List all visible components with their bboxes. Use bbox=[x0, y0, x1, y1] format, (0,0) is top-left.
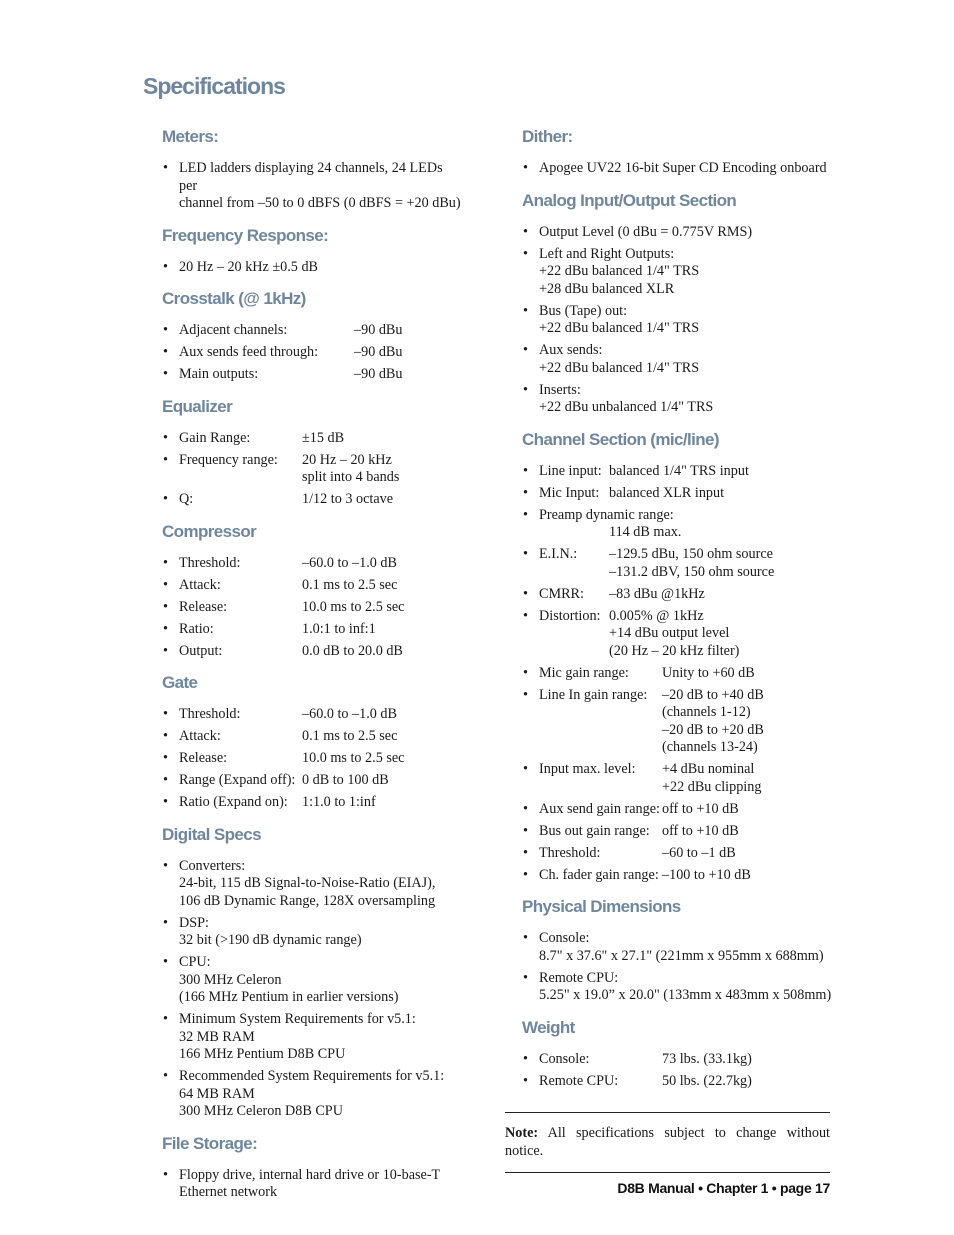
section-heading: Dither: bbox=[522, 127, 573, 146]
spec-label: • Release: bbox=[179, 750, 228, 766]
spec-row bbox=[179, 599, 462, 617]
spec-row bbox=[539, 687, 832, 757]
spec-values bbox=[662, 801, 832, 819]
spec-text: +22 dBu balanced 1/4" TRS bbox=[539, 263, 700, 279]
spec-row bbox=[539, 665, 832, 683]
left-column bbox=[162, 126, 462, 1214]
spec-list bbox=[522, 160, 832, 178]
spec-label: • Threshold: bbox=[539, 844, 601, 861]
spec-section-dither bbox=[522, 126, 832, 178]
spec-value: +4 dBu nominal bbox=[662, 761, 755, 777]
spec-value: (20 Hz – 20 kHz filter) bbox=[609, 642, 740, 659]
spec-label: • Ratio: bbox=[179, 620, 214, 637]
spec-value: Unity to +60 dB bbox=[662, 664, 755, 681]
spec-item bbox=[162, 599, 462, 617]
spec-values bbox=[302, 706, 462, 724]
spec-label: • Distortion: bbox=[539, 607, 601, 624]
spec-value: balanced XLR input bbox=[609, 484, 725, 501]
spec-item bbox=[522, 382, 832, 417]
spec-list bbox=[162, 706, 462, 812]
spec-row bbox=[179, 794, 462, 812]
spec-text: • Output Level (0 dBu = 0.775V RMS) bbox=[539, 223, 753, 240]
spec-values bbox=[302, 643, 462, 661]
spec-value: –20 dB to +20 dB bbox=[662, 721, 764, 738]
spec-text: • Minimum System Requirements for v5.1: bbox=[179, 1011, 416, 1027]
spec-item bbox=[162, 915, 462, 950]
spec-item bbox=[162, 750, 462, 768]
spec-item bbox=[162, 366, 462, 384]
spec-value: 0.005% @ 1kHz bbox=[609, 607, 704, 624]
spec-item bbox=[162, 772, 462, 790]
spec-item bbox=[162, 1011, 462, 1064]
spec-item bbox=[522, 485, 832, 503]
spec-label: • Adjacent channels: bbox=[179, 322, 288, 338]
spec-text: +28 dBu balanced XLR bbox=[539, 280, 675, 297]
spec-value: –90 dBu bbox=[354, 344, 403, 360]
spec-list bbox=[162, 259, 462, 277]
spec-list bbox=[162, 430, 462, 509]
spec-value: 20 Hz – 20 kHz bbox=[302, 451, 392, 468]
spec-section-digital-specs bbox=[162, 824, 462, 1121]
spec-label: • Line In gain range: bbox=[539, 686, 648, 703]
section-heading: Compressor bbox=[162, 521, 257, 541]
spec-values bbox=[302, 621, 462, 639]
spec-value: split into 4 bands bbox=[302, 469, 400, 485]
spec-text: • Preamp dynamic range: bbox=[539, 506, 674, 523]
spec-label: • E.I.N.: bbox=[539, 546, 578, 562]
section-heading: Frequency Response: bbox=[162, 225, 329, 245]
spec-values bbox=[302, 772, 462, 790]
section-heading: Crosstalk (@ 1kHz) bbox=[162, 289, 306, 308]
spec-values bbox=[662, 1051, 832, 1069]
spec-value: balanced 1/4" TRS input bbox=[609, 462, 749, 479]
spec-row bbox=[179, 577, 462, 595]
spec-item bbox=[162, 259, 462, 277]
spec-values bbox=[302, 794, 462, 812]
right-column bbox=[522, 126, 832, 1102]
spec-row bbox=[539, 1051, 832, 1069]
spec-values bbox=[609, 485, 832, 503]
spec-text: • 20 Hz – 20 kHz ±0.5 dB bbox=[179, 258, 319, 275]
spec-values bbox=[302, 452, 462, 487]
spec-row bbox=[539, 867, 832, 885]
spec-label: • Range (Expand off): bbox=[179, 772, 296, 788]
spec-text: 24-bit, 115 dB Signal-to-Noise-Ratio (EIAJ), bbox=[179, 875, 436, 891]
spec-item bbox=[162, 621, 462, 639]
spec-label: • Threshold: bbox=[179, 554, 241, 571]
spec-section-file-storage bbox=[162, 1133, 462, 1202]
spec-item bbox=[162, 728, 462, 746]
spec-values bbox=[302, 430, 462, 448]
spec-item bbox=[522, 665, 832, 683]
spec-label: • Ratio (Expand on): bbox=[179, 794, 288, 810]
spec-text: • Floppy drive, internal hard drive or 10-base-T bbox=[179, 1166, 441, 1183]
spec-item bbox=[162, 555, 462, 573]
spec-item bbox=[522, 801, 832, 819]
spec-item bbox=[162, 452, 462, 487]
spec-value: ±15 dB bbox=[302, 429, 345, 446]
spec-label: • Attack: bbox=[179, 576, 221, 593]
spec-item bbox=[522, 608, 832, 661]
spec-item bbox=[522, 1073, 832, 1091]
spec-item bbox=[522, 586, 832, 604]
spec-text: 300 MHz Celeron bbox=[179, 971, 282, 988]
spec-label: • Attack: bbox=[179, 728, 221, 744]
spec-list bbox=[162, 1167, 462, 1202]
spec-item bbox=[522, 867, 832, 885]
spec-row bbox=[179, 555, 462, 573]
spec-section-gate bbox=[162, 672, 462, 812]
spec-text: +22 dBu balanced 1/4" TRS bbox=[539, 320, 700, 336]
spec-values bbox=[662, 665, 832, 683]
spec-value: –60.0 to –1.0 dB bbox=[302, 706, 397, 722]
spec-item bbox=[522, 224, 832, 242]
spec-label: • Frequency range: bbox=[179, 451, 278, 468]
spec-list bbox=[162, 555, 462, 661]
spec-text: • LED ladders displaying 24 channels, 24 LEDs per bbox=[179, 160, 443, 194]
spec-values bbox=[609, 608, 832, 661]
spec-text: • Aux sends: bbox=[539, 342, 603, 358]
spec-value: 50 lbs. (22.7kg) bbox=[662, 1072, 752, 1089]
spec-row bbox=[179, 491, 462, 509]
spec-section-meters bbox=[162, 126, 462, 213]
spec-values bbox=[609, 586, 832, 604]
spec-label: • Threshold: bbox=[179, 706, 241, 722]
spec-label: • Mic gain range: bbox=[539, 664, 629, 681]
spec-item bbox=[162, 491, 462, 509]
note-text: All specifications subject to change without notice. bbox=[505, 1125, 830, 1159]
spec-values bbox=[609, 463, 832, 481]
spec-values bbox=[302, 577, 462, 595]
note-label: Note: bbox=[505, 1125, 539, 1141]
spec-value: (channels 1-12) bbox=[662, 704, 751, 720]
spec-item bbox=[162, 577, 462, 595]
spec-text: • Inserts: bbox=[539, 381, 581, 398]
spec-value: +22 dBu clipping bbox=[662, 778, 762, 795]
spec-row bbox=[179, 452, 462, 487]
spec-values bbox=[302, 728, 462, 746]
page-title: Specifications bbox=[143, 73, 285, 99]
section-heading: Digital Specs bbox=[162, 824, 261, 844]
spec-text: • Recommended System Requirements for v5.1: bbox=[179, 1068, 445, 1084]
spec-item bbox=[522, 546, 832, 581]
spec-label: • Main outputs: bbox=[179, 366, 259, 382]
spec-value: 10.0 ms to 2.5 sec bbox=[302, 598, 405, 615]
spec-label: • Aux send gain range: bbox=[539, 800, 660, 817]
spec-item bbox=[522, 761, 832, 796]
spec-row bbox=[539, 845, 832, 863]
spec-text: 5.25" x 19.0” x 20.0" (133mm x 483mm x 508mm) bbox=[539, 987, 832, 1003]
spec-label: • Gain Range: bbox=[179, 429, 251, 446]
spec-item bbox=[522, 507, 832, 542]
spec-value: 0.1 ms to 2.5 sec bbox=[302, 728, 398, 744]
spec-item bbox=[522, 342, 832, 377]
spec-value: –60.0 to –1.0 dB bbox=[302, 554, 397, 571]
spec-item bbox=[162, 954, 462, 1007]
spec-item bbox=[162, 1167, 462, 1202]
spec-row bbox=[179, 322, 462, 340]
spec-item bbox=[522, 463, 832, 481]
spec-values bbox=[662, 1073, 832, 1091]
spec-label: • CMRR: bbox=[539, 585, 584, 602]
spec-value: 73 lbs. (33.1kg) bbox=[662, 1050, 752, 1067]
spec-value: 1:1.0 to 1:inf bbox=[302, 794, 376, 810]
spec-value: –60 to –1 dB bbox=[662, 844, 736, 861]
spec-item bbox=[522, 930, 832, 965]
spec-values bbox=[662, 845, 832, 863]
section-heading: Analog Input/Output Section bbox=[522, 190, 737, 210]
spec-values bbox=[662, 761, 832, 796]
spec-list bbox=[162, 322, 462, 384]
spec-value: –90 dBu bbox=[354, 366, 403, 382]
spec-label: • Console: bbox=[539, 1050, 590, 1067]
spec-item bbox=[522, 687, 832, 757]
spec-text: 300 MHz Celeron D8B CPU bbox=[179, 1103, 343, 1119]
spec-text: • DSP: bbox=[179, 914, 209, 931]
spec-values bbox=[662, 823, 832, 841]
spec-text: • Left and Right Outputs: bbox=[539, 245, 675, 262]
spec-label: • Q: bbox=[179, 491, 194, 507]
spec-value: off to +10 dB bbox=[662, 800, 739, 817]
spec-row bbox=[179, 430, 462, 448]
spec-values bbox=[609, 546, 832, 581]
spec-text: (166 MHz Pentium in earlier versions) bbox=[179, 989, 399, 1005]
spec-label: • Release: bbox=[179, 598, 228, 615]
spec-text: • Remote CPU: bbox=[539, 969, 619, 986]
spec-label: • Aux sends feed through: bbox=[179, 344, 319, 360]
spec-values bbox=[354, 366, 462, 384]
spec-label: • Ch. fader gain range: bbox=[539, 866, 659, 883]
spec-list bbox=[522, 224, 832, 417]
spec-item bbox=[162, 160, 462, 213]
spec-row bbox=[539, 463, 832, 481]
spec-text: 8.7" x 37.6" x 27.1" (221mm x 955mm x 688mm) bbox=[539, 947, 824, 964]
spec-row bbox=[179, 706, 462, 724]
spec-value: –83 dBu @1kHz bbox=[609, 585, 705, 602]
spec-text: 64 MB RAM bbox=[179, 1085, 255, 1102]
spec-value: 0.0 dB to 20.0 dB bbox=[302, 642, 403, 659]
spec-item bbox=[522, 970, 832, 1005]
spec-item bbox=[522, 246, 832, 299]
spec-label: • Input max. level: bbox=[539, 761, 636, 777]
spec-value: –90 dBu bbox=[354, 322, 403, 338]
spec-row bbox=[539, 761, 832, 796]
spec-item bbox=[162, 344, 462, 362]
spec-values bbox=[354, 322, 462, 340]
spec-list bbox=[522, 930, 832, 1005]
spec-row bbox=[179, 366, 462, 384]
spec-text: +22 dBu unbalanced 1/4" TRS bbox=[539, 399, 714, 415]
spec-list bbox=[162, 858, 462, 1121]
spec-text: • Bus (Tape) out: bbox=[539, 302, 628, 319]
section-heading: Meters: bbox=[162, 127, 219, 146]
spec-label: • Line input: bbox=[539, 462, 602, 479]
spec-row bbox=[179, 643, 462, 661]
spec-row bbox=[179, 344, 462, 362]
section-heading: File Storage: bbox=[162, 1133, 258, 1153]
spec-row bbox=[179, 750, 462, 768]
spec-section-frequency-response bbox=[162, 225, 462, 277]
spec-item bbox=[522, 160, 832, 178]
spec-text: • Console: bbox=[539, 930, 590, 946]
spec-item bbox=[162, 858, 462, 911]
spec-values bbox=[302, 750, 462, 768]
spec-row bbox=[539, 1073, 832, 1091]
spec-row bbox=[539, 485, 832, 503]
spec-text: 32 bit (>190 dB dynamic range) bbox=[179, 932, 362, 948]
spec-value: +14 dBu output level bbox=[609, 625, 730, 641]
spec-text-indented: 114 dB max. bbox=[609, 524, 682, 540]
spec-text: Ethernet network bbox=[179, 1184, 278, 1200]
spec-value: off to +10 dB bbox=[662, 822, 739, 839]
spec-item bbox=[162, 643, 462, 661]
spec-value: 10.0 ms to 2.5 sec bbox=[302, 750, 405, 766]
spec-section-physical-dimensions bbox=[522, 896, 832, 1005]
spec-section-weight bbox=[522, 1017, 832, 1091]
section-heading: Physical Dimensions bbox=[522, 897, 681, 916]
spec-item bbox=[522, 845, 832, 863]
spec-section-analog-input-output-section bbox=[522, 190, 832, 417]
page-footer: D8B Manual • Chapter 1 • page 17 bbox=[617, 1180, 830, 1196]
spec-text: 32 MB RAM bbox=[179, 1028, 255, 1045]
spec-label: • Mic Input: bbox=[539, 484, 600, 501]
note-box bbox=[505, 1112, 830, 1173]
spec-label: • Output: bbox=[179, 642, 223, 659]
spec-row bbox=[179, 621, 462, 639]
spec-values bbox=[662, 687, 832, 757]
spec-text: • CPU: bbox=[179, 954, 211, 970]
spec-text: 106 dB Dynamic Range, 128X oversampling bbox=[179, 892, 436, 909]
spec-value: –131.2 dBV, 150 ohm source bbox=[609, 563, 775, 580]
section-heading: Equalizer bbox=[162, 396, 233, 416]
spec-label: • Remote CPU: bbox=[539, 1072, 619, 1089]
spec-item bbox=[162, 430, 462, 448]
spec-text: +22 dBu balanced 1/4" TRS bbox=[539, 359, 700, 376]
spec-text: • Apogee UV22 16-bit Super CD Encoding onboard bbox=[539, 160, 827, 176]
spec-values bbox=[302, 555, 462, 573]
spec-list bbox=[162, 160, 462, 213]
spec-row bbox=[179, 728, 462, 746]
spec-item bbox=[162, 794, 462, 812]
spec-value: 1/12 to 3 octave bbox=[302, 491, 394, 507]
spec-list bbox=[522, 463, 832, 885]
spec-row bbox=[539, 801, 832, 819]
spec-item bbox=[162, 1068, 462, 1121]
spec-value: 0.1 ms to 2.5 sec bbox=[302, 576, 398, 593]
spec-value: (channels 13-24) bbox=[662, 739, 758, 755]
spec-item bbox=[522, 1051, 832, 1069]
spec-values bbox=[662, 867, 832, 885]
section-heading: Channel Section (mic/line) bbox=[522, 429, 719, 449]
spec-value: 1.0:1 to inf:1 bbox=[302, 620, 376, 637]
spec-values bbox=[302, 599, 462, 617]
spec-section-crosstalk-1khz bbox=[162, 288, 462, 384]
spec-row bbox=[539, 546, 832, 581]
spec-item bbox=[522, 823, 832, 841]
spec-list bbox=[522, 1051, 832, 1091]
spec-section-equalizer bbox=[162, 396, 462, 509]
spec-value: –100 to +10 dB bbox=[662, 866, 751, 883]
spec-text: • Converters: bbox=[179, 857, 246, 874]
spec-item bbox=[162, 706, 462, 724]
spec-text: channel from –50 to 0 dBFS (0 dBFS = +20 dBu) bbox=[179, 195, 461, 211]
spec-value: –129.5 dBu, 150 ohm source bbox=[609, 546, 773, 562]
spec-text: 166 MHz Pentium D8B CPU bbox=[179, 1046, 346, 1062]
spec-section-channel-section-mic-line bbox=[522, 429, 832, 885]
spec-value: 0 dB to 100 dB bbox=[302, 772, 389, 788]
spec-row bbox=[539, 586, 832, 604]
spec-section-compressor bbox=[162, 521, 462, 661]
section-heading: Gate bbox=[162, 673, 198, 692]
spec-item bbox=[522, 303, 832, 338]
spec-label: • Bus out gain range: bbox=[539, 822, 650, 839]
spec-value: –20 dB to +40 dB bbox=[662, 686, 764, 703]
spec-row bbox=[179, 772, 462, 790]
section-heading: Weight bbox=[522, 1017, 575, 1037]
spec-values bbox=[302, 491, 462, 509]
spec-row bbox=[539, 823, 832, 841]
spec-item bbox=[162, 322, 462, 340]
spec-values bbox=[354, 344, 462, 362]
spec-row bbox=[539, 608, 832, 661]
